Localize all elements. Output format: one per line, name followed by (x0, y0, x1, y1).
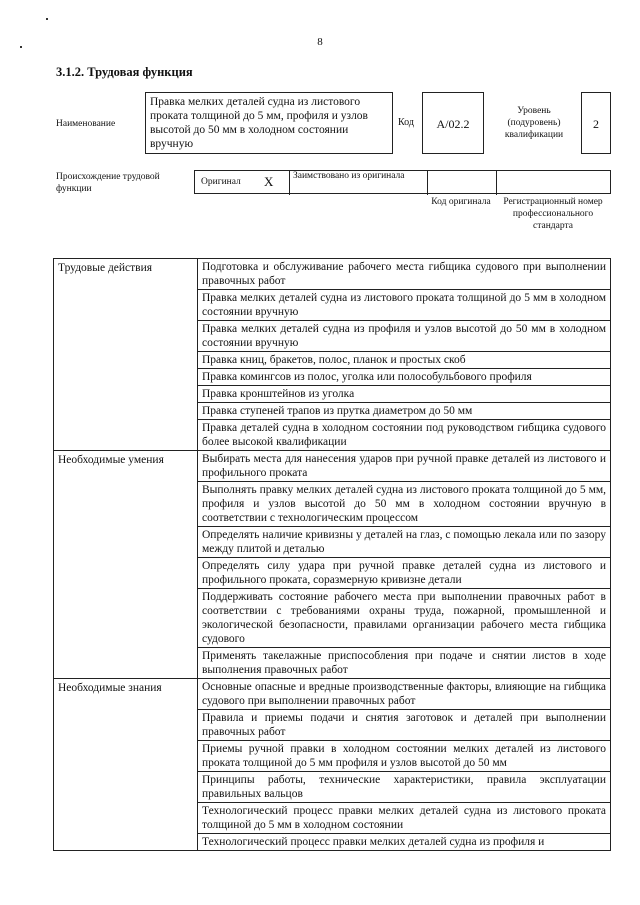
skill-item: Применять такелажные приспособления при подаче и снятии листов в ходе выполнения правочных работ (198, 648, 611, 679)
labor-actions-label: Трудовые действия (54, 259, 198, 451)
table-row (54, 259, 611, 290)
skill-item: Определять наличие кривизны у деталей на глаз, с помощью лекала или по зазору между плитой и деталью (198, 527, 611, 558)
name-label: Наименование (56, 119, 116, 129)
function-table (53, 258, 611, 851)
original-label: Оригинал (201, 177, 241, 187)
original-cell (195, 171, 290, 195)
labor-action-item: Подготовка и обслуживание рабочего места гибщика судового при выполнении правочных работ (198, 259, 611, 290)
labor-action-item: Правка кронштейнов из уголка (198, 386, 611, 403)
code-original-cell (428, 171, 497, 195)
labor-action-item: Правка книц, бракетов, полос, планок и простых скоб (198, 352, 611, 369)
knowledge-item: Технологический процесс правки мелких деталей судна из профиля и (198, 834, 611, 851)
labor-action-item: Правка ступеней трапов из прутка диаметром до 50 мм (198, 403, 611, 420)
labor-action-item: Правка деталей судна в холодном состоянии под руководством гибщика судового более высокой квалификации (198, 420, 611, 451)
borrowed-cell (290, 171, 428, 195)
skill-item: Определять силу удара при ручной правке деталей судна из листового и профильного проката, соразмерную кривизне детали (198, 558, 611, 589)
skills-label: Необходимые умения (54, 451, 198, 679)
section-title: 3.1.2. Трудовая функция (56, 65, 193, 79)
labor-action-item: Правка комингсов из полос, уголка или полособульбового профиля (198, 369, 611, 386)
labor-action-item: Правка мелких деталей судна из листового проката толщиной до 5 мм в холодном состоянии вручную (198, 290, 611, 321)
origin-label: Происхождение трудовой функции (56, 172, 160, 194)
reg-number-cell (497, 171, 610, 195)
code-label: Код (398, 117, 414, 128)
knowledge-item: Принципы работы, технические характеристики, правила эксплуатации правильных вальцов (198, 772, 611, 803)
origin-row (194, 170, 611, 194)
reg-number-label: Регистрационный номер профессионального стандарта (503, 197, 603, 231)
skill-item: Поддерживать состояние рабочего места при выполнении правочных работ в соответствии с требованиями охраны труда, пожарной, промышленной и экологической безопасности, правилами организации рабочего места гибщика судового (198, 589, 611, 648)
knowledge-item: Приемы ручной правки в холодном состоянии мелких деталей из листового проката толщиной до 5 мм профиля и узлов высотой до 50 мм (198, 741, 611, 772)
table-row (54, 451, 611, 482)
skill-item: Выполнять правку мелких деталей судна из листового проката толщиной до 5 мм, профиля и узлов высотой до 50 мм в холодном состоянии вручную в соответствии с технологическим процессом (198, 482, 611, 527)
name-value: Правка мелких деталей судна из листового проката толщиной до 5 мм, профиля и узлов высотой до 50 мм в холодном состоянии вручную (145, 92, 393, 154)
code-original-label: Код оригинала (431, 197, 491, 207)
original-mark: X (264, 174, 274, 189)
code-value: A/02.2 (422, 92, 484, 154)
knowledge-item: Основные опасные и вредные производственные факторы, влияющие на гибщика судового при выполнении правочных работ (198, 679, 611, 710)
labor-action-item: Правка мелких деталей судна из профиля и узлов высотой до 50 мм в холодном состоянии вручную (198, 321, 611, 352)
table-row (54, 679, 611, 710)
level-value: 2 (581, 92, 611, 154)
borrowed-label: Заимствовано из оригинала (293, 171, 405, 181)
scan-speck (20, 46, 22, 48)
skill-item: Выбирать места для нанесения ударов при ручной правке деталей из листового и профильного проката (198, 451, 611, 482)
knowledge-item: Правила и приемы подачи и снятия заготовок и деталей при выполнении правочных работ (198, 710, 611, 741)
level-label: Уровень (подуровень) квалификации (504, 106, 564, 140)
scan-speck (46, 18, 48, 20)
knowledge-item: Технологический процесс правки мелких деталей судна из листового проката толщиной до 5 мм в холодном состоянии (198, 803, 611, 834)
page-number: 8 (317, 36, 323, 48)
knowledge-label: Необходимые знания (54, 679, 198, 851)
